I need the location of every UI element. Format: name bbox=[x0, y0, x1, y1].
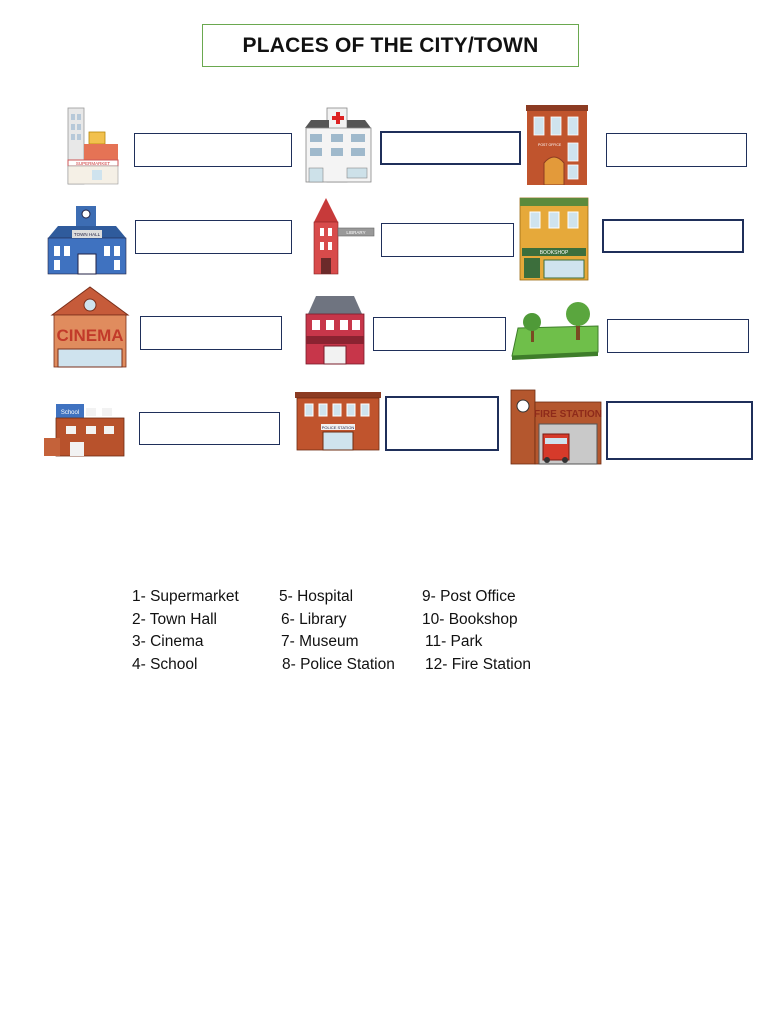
answer-box-9[interactable] bbox=[607, 319, 749, 353]
word-item: 5- Hospital bbox=[279, 588, 354, 605]
word-bank-column-3 bbox=[422, 586, 531, 676]
answer-box-11[interactable] bbox=[385, 396, 499, 451]
word-item: 11- Park bbox=[425, 633, 483, 651]
hospital-picture bbox=[303, 104, 373, 184]
answer-box-12[interactable] bbox=[606, 401, 753, 460]
supermarket-picture bbox=[62, 104, 120, 186]
cinema-picture bbox=[50, 285, 130, 369]
answer-box-7[interactable] bbox=[140, 316, 282, 350]
page-title bbox=[202, 24, 579, 67]
cinema-sign: CINEMA bbox=[56, 326, 124, 345]
word-item: 7- Museum bbox=[281, 633, 359, 651]
fire-station-sign: FIRE STATION bbox=[534, 409, 602, 420]
word-item: 4- School bbox=[132, 655, 198, 673]
word-bank bbox=[132, 586, 562, 678]
answer-box-4[interactable] bbox=[135, 220, 292, 254]
museum-picture bbox=[302, 292, 368, 366]
park-picture bbox=[510, 302, 602, 360]
answer-box-6[interactable] bbox=[602, 219, 744, 253]
word-item: 9- Post Office bbox=[422, 588, 516, 605]
post-office-picture bbox=[524, 103, 590, 185]
answer-box-8[interactable] bbox=[373, 317, 506, 351]
school-sign: School bbox=[60, 410, 80, 416]
answer-box-1[interactable] bbox=[134, 133, 292, 167]
supermarket-sign: SUPERMARKET bbox=[75, 161, 111, 166]
answer-box-2[interactable] bbox=[380, 131, 521, 165]
school-picture bbox=[42, 400, 126, 458]
town-hall-sign: TOWN HALL bbox=[73, 232, 101, 237]
answer-box-10[interactable] bbox=[139, 412, 280, 445]
answer-box-5[interactable] bbox=[381, 223, 514, 257]
word-bank-column-1 bbox=[132, 586, 239, 676]
town-hall-picture bbox=[46, 200, 128, 276]
police-station-sign: POLICE STATION bbox=[321, 425, 355, 430]
word-bank-column-2 bbox=[279, 586, 395, 676]
bookshop-picture bbox=[518, 196, 590, 282]
word-item: 6- Library bbox=[281, 610, 347, 628]
fire-station-picture bbox=[509, 388, 603, 466]
word-item: 1- Supermarket bbox=[132, 588, 239, 605]
post-office-sign: POST OFFICE bbox=[538, 143, 562, 147]
library-picture bbox=[310, 194, 376, 276]
word-item: 10- Bookshop bbox=[422, 610, 518, 628]
library-sign: LIBRARY bbox=[346, 230, 366, 235]
title-text: PLACES OF THE CITY/TOWN bbox=[242, 33, 539, 57]
word-item: 3- Cinema bbox=[132, 633, 204, 651]
bookshop-sign: BOOKSHOP bbox=[539, 250, 569, 256]
word-item: 8- Police Station bbox=[282, 655, 395, 673]
word-item: 12- Fire Station bbox=[425, 655, 531, 673]
word-item: 2- Town Hall bbox=[132, 610, 218, 628]
police-station-picture bbox=[293, 390, 383, 452]
answer-box-3[interactable] bbox=[606, 133, 747, 167]
